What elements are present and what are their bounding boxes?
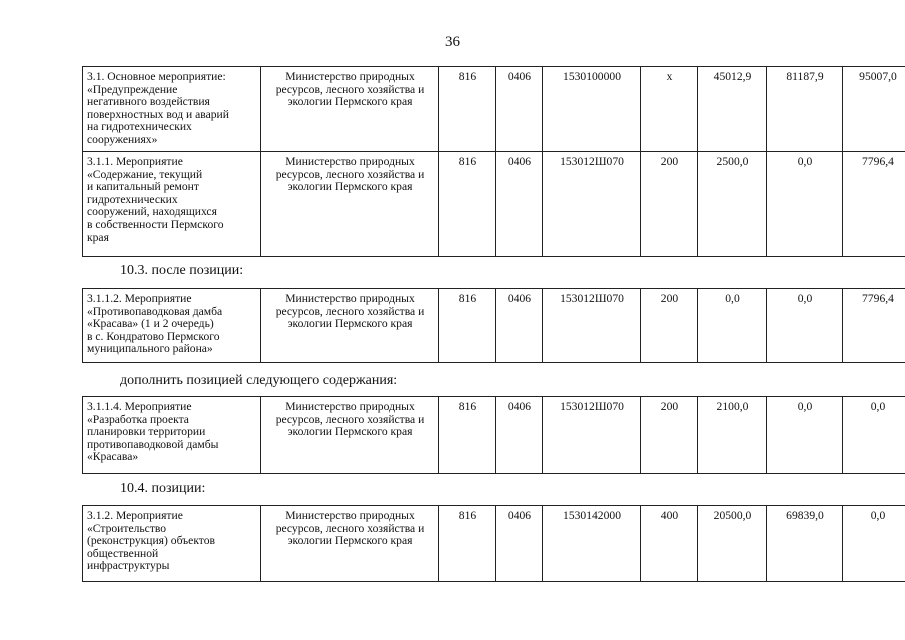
section-code: 0406: [496, 152, 543, 257]
budget-table-3: [82, 396, 905, 474]
target-article-code: 153012Ш070: [543, 152, 641, 257]
amount-year-1: 20500,0: [698, 506, 767, 582]
amount-year-2: 0,0: [767, 397, 843, 474]
activity-name: 3.1.1.2. Мероприятие «Противопаводковая дамба «Красава» (1 и 2 очередь) в с. Кондратово Пермского муниципального района»: [87, 292, 223, 356]
ministry-cell: Министерство природных ресурсов, лесного хозяйства и экологии Пермского края: [261, 506, 439, 582]
target-article-code: 1530100000: [543, 67, 641, 152]
amount-year-3: 0,0: [843, 397, 905, 474]
amount-year-2: 69839,0: [767, 506, 843, 582]
budget-table-2: [82, 288, 905, 363]
ministry-cell: Министерство природных ресурсов, лесного хозяйства и экологии Пермского края: [261, 289, 439, 363]
amount-year-1: 45012,9: [698, 67, 767, 152]
expense-type-code: 200: [641, 289, 698, 363]
page-number: 36: [445, 34, 460, 50]
activity-name-cell: [83, 289, 261, 363]
amount-year-2: 81187,9: [767, 67, 843, 152]
amount-year-2: 0,0: [767, 289, 843, 363]
amount-year-3: 95007,0: [843, 67, 905, 152]
amount-year-3: 7796,4: [843, 289, 905, 363]
activity-name: 3.1.2. Мероприятие «Строительство (реконструкция) объектов общественной инфраструктуры: [87, 509, 215, 573]
table-row: [83, 67, 905, 152]
section-code: 0406: [496, 289, 543, 363]
expense-type-code: х: [641, 67, 698, 152]
expense-type-code: 200: [641, 397, 698, 474]
expense-type-code: 400: [641, 506, 698, 582]
grbs-code: 816: [439, 289, 496, 363]
caption-10-3: 10.3. после позиции:: [120, 263, 244, 278]
section-code: 0406: [496, 397, 543, 474]
amount-year-2: 0,0: [767, 152, 843, 257]
target-article-code: 153012Ш070: [543, 289, 641, 363]
amount-year-1: 0,0: [698, 289, 767, 363]
section-code: 0406: [496, 506, 543, 582]
caption-10-4: 10.4. позиции:: [120, 481, 206, 496]
grbs-code: 816: [439, 506, 496, 582]
caption-add-position: дополнить позицией следующего содержания:: [120, 373, 398, 388]
activity-name-cell: [83, 506, 261, 582]
activity-name: 3.1.1.4. Мероприятие «Разработка проекта планировки территории противопаводковой дамбы «Красава»: [87, 400, 219, 464]
table-row: [83, 397, 905, 474]
table-row: [83, 506, 905, 582]
table-row: [83, 152, 905, 257]
grbs-code: 816: [439, 67, 496, 152]
table-row: [83, 289, 905, 363]
amount-year-3: 7796,4: [843, 152, 905, 257]
target-article-code: 153012Ш070: [543, 397, 641, 474]
grbs-code: 816: [439, 152, 496, 257]
activity-name-cell: [83, 397, 261, 474]
amount-year-1: 2500,0: [698, 152, 767, 257]
grbs-code: 816: [439, 397, 496, 474]
target-article-code: 1530142000: [543, 506, 641, 582]
amount-year-3: 0,0: [843, 506, 905, 582]
ministry-cell: Министерство природных ресурсов, лесного хозяйства и экологии Пермского края: [261, 397, 439, 474]
activity-name: 3.1. Основное мероприятие: «Предупреждение негативного воздействия поверхностных вод и аварий на гидротехнических сооружениях»: [87, 70, 229, 146]
activity-name-cell: [83, 67, 261, 152]
budget-table-1: [82, 66, 905, 257]
expense-type-code: 200: [641, 152, 698, 257]
section-code: 0406: [496, 67, 543, 152]
ministry-cell: Министерство природных ресурсов, лесного хозяйства и экологии Пермского края: [261, 67, 439, 152]
budget-table-4: [82, 505, 905, 582]
activity-name: 3.1.1. Мероприятие «Содержание, текущий и капитальный ремонт гидротехнических сооружений, находящихся в собственности Пермского края: [87, 155, 224, 244]
activity-name-cell: [83, 152, 261, 257]
amount-year-1: 2100,0: [698, 397, 767, 474]
ministry-cell: Министерство природных ресурсов, лесного хозяйства и экологии Пермского края: [261, 152, 439, 257]
